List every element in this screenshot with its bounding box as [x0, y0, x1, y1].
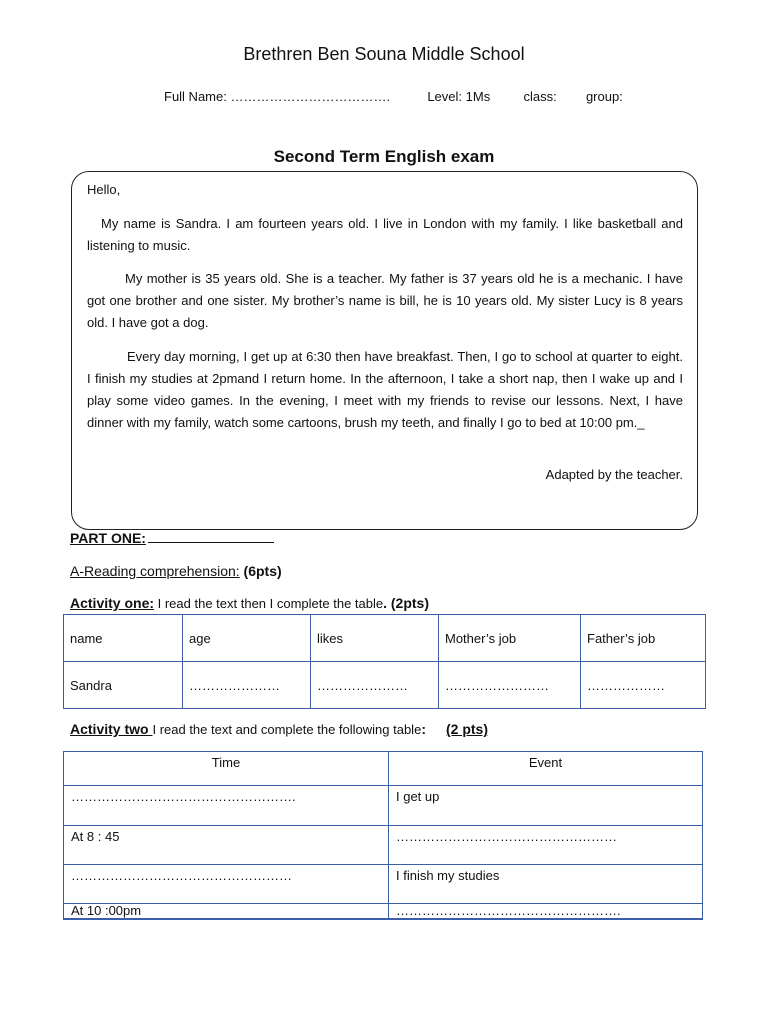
table-header-cell: Time: [64, 752, 389, 786]
full-name-field: Full Name: ……………………………….: [164, 89, 391, 104]
reading-comprehension-heading: [70, 563, 282, 579]
class-label: class:: [523, 89, 557, 104]
table-cell: I finish my studies: [389, 865, 703, 904]
table-header-cell: likes: [311, 615, 439, 662]
table-cell: At 10 :00pm: [64, 904, 389, 920]
table-row: [64, 904, 703, 920]
text-greeting: Hello,: [87, 182, 121, 197]
activity-one-punct: .: [383, 595, 391, 611]
answer-blank[interactable]: ……………………………………………: [64, 865, 389, 904]
answer-blank[interactable]: …………………………………………….: [64, 786, 389, 826]
activity-one-label: Activity one:: [70, 595, 155, 611]
table-header-row: [64, 615, 706, 662]
school-name: Brethren Ben Souna Middle School: [243, 44, 525, 64]
part-one-title: PART ONE:: [70, 530, 146, 546]
table-row: [64, 826, 703, 865]
activity-one-instruction: I read the text then I complete the table: [154, 596, 384, 611]
answer-blank[interactable]: …………………: [311, 662, 439, 709]
answer-blank[interactable]: ………………: [581, 662, 706, 709]
activity-two-instruction: I read the text and complete the following table: [152, 722, 422, 737]
table-row: [64, 662, 706, 709]
answer-blank[interactable]: …………………: [183, 662, 311, 709]
table-header-cell: Mother’s job: [439, 615, 581, 662]
table-header-cell: Event: [389, 752, 703, 786]
activity-one-heading: [70, 595, 429, 611]
activity-two-points: (2 pts): [445, 721, 488, 737]
answer-blank[interactable]: …………………………………………….: [389, 904, 703, 920]
activity-one-table: [63, 614, 706, 709]
table-header-cell: name: [64, 615, 183, 662]
table-row: [64, 786, 703, 826]
section-points: (6pts): [243, 563, 282, 579]
text-paragraph-2: My mother is 35 years old. She is a teacher. My father is 37 years old he is a mechanic. I have got one brother and one sister. My brother’s name is bill, he is 10 years old. My sister Lucy is 8 years old. I have got a dog.: [87, 271, 683, 330]
table-header-cell: Father’s job: [581, 615, 706, 662]
answer-blank[interactable]: ……………………………………………: [389, 826, 703, 865]
activity-two-heading: [70, 721, 488, 737]
activity-one-points: (2pts): [390, 595, 430, 611]
part-one-underline: [148, 530, 274, 543]
part-one-heading: [70, 530, 274, 546]
text-paragraph-1: My name is Sandra. I am fourteen years old. I live in London with my family. I like basketball and listening to music.: [87, 216, 683, 253]
table-cell: Sandra: [64, 662, 183, 709]
level-label: Level: 1Ms: [427, 89, 491, 104]
table-cell: At 8 : 45: [64, 826, 389, 865]
text-credit: Adapted by the teacher.: [545, 467, 683, 482]
answer-blank[interactable]: ……………………: [439, 662, 581, 709]
activity-two-table: [63, 751, 703, 920]
section-label: A-Reading comprehension:: [70, 563, 240, 579]
table-header-cell: age: [183, 615, 311, 662]
activity-two-colon: :: [421, 721, 426, 737]
table-header-row: [64, 752, 703, 786]
exam-title: Second Term English exam: [273, 147, 495, 166]
table-cell: I get up: [389, 786, 703, 826]
student-info-line: [164, 89, 623, 104]
activity-two-label: Activity two: [70, 721, 153, 737]
text-paragraph-3: Every day morning, I get up at 6:30 then have breakfast. Then, I go to school at quarter to eight. I finish my studies at 2pmand I return home. In the afternoon, I take a short nap, then I wake up and I play some video games. In the evening, I meet with my friends to revise our lessons. Next, I have dinner with my family, watch some cartoons, brush my teeth, and finally I go to bed at 10:00 pm._: [87, 349, 683, 430]
group-label: group:: [585, 89, 623, 104]
table-row: [64, 865, 703, 904]
